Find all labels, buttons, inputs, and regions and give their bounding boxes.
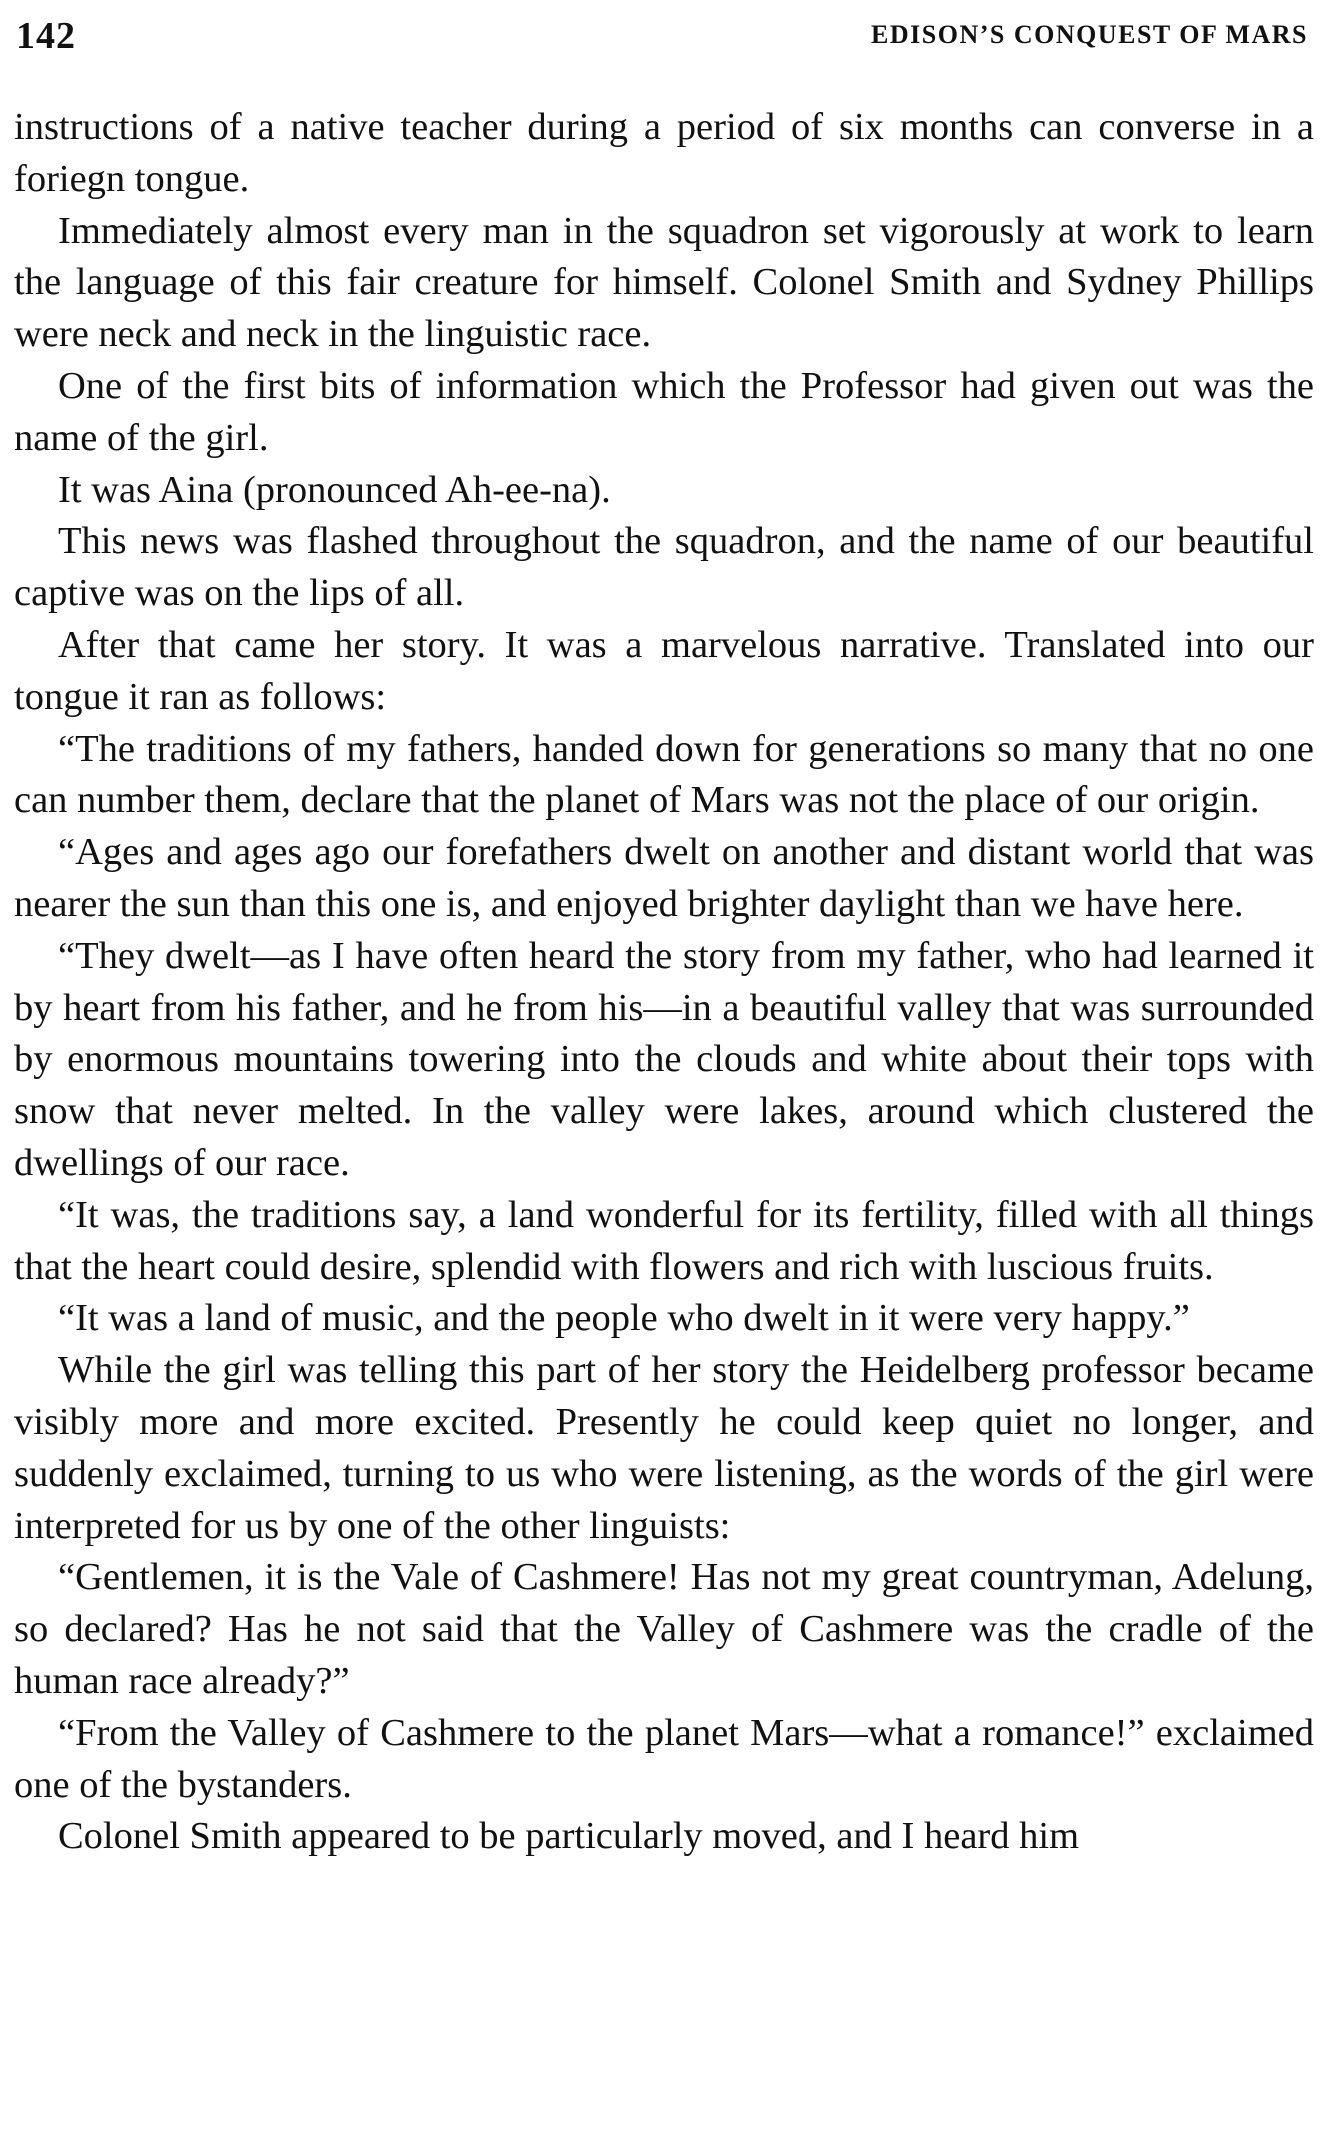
paragraph: Colonel Smith appeared to be particularly moved, and I heard him <box>58 1815 1080 1858</box>
running-head <box>14 10 1314 76</box>
paragraph: “It was a land of music, and the people who dwelt in it were very happy.” <box>58 1297 1190 1340</box>
paragraph: “Ages and ages ago our forefathers dwelt on another and distant world that was nearer the sun than this one is, and enjoyed brighter daylight than we have here. <box>14 831 1314 925</box>
paragraph: After that came her story. It was a marvelous narrative. Translated into our tongue it ran as follows: <box>14 623 1314 718</box>
book-page <box>14 10 1314 2125</box>
paragraph: “They dwelt—as I have often heard the story from my father, who had learned it by heart from his father, and he from his—in a beautiful valley that was surrounded by enormous mountains towering into the clouds and white about their tops with snow that never melted. In the valley were lakes, around which clustered the dwellings of our race. <box>14 934 1314 1184</box>
paragraph: Immediately almost every man in the squadron set vigorously at work to learn the language of this fair creature for himself. Colonel Smith and Sydney Phillips were neck and neck in the linguistic race. <box>14 209 1314 356</box>
paragraph: “The traditions of my fathers, handed down for generations so many that no one can number them, declare that the planet of Mars was not the place of our origin. <box>14 727 1314 822</box>
paragraph: “It was, the traditions say, a land wonderful for its fertility, filled with all things that the heart could desire, splendid with flowers and rich with luscious fruits. <box>14 1193 1314 1288</box>
paragraph: “Gentlemen, it is the Vale of Cashmere! Has not my great countryman, Adelung, so declared? Has he not said that the Valley of Cashmere was the cradle of the human race already?” <box>14 1556 1314 1702</box>
paragraph: It was Aina (pronounced Ah-ee-na). <box>58 468 611 511</box>
paragraph: This news was flashed throughout the squadron, and the name of our beautiful captive was on the lips of all. <box>14 520 1314 615</box>
paragraph: instructions of a native teacher during a period of six months can converse in a foriegn tongue. <box>14 106 1314 200</box>
running-title: EDISON’S CONQUEST OF MARS <box>871 20 1308 49</box>
page-number: 142 <box>16 15 76 57</box>
paragraph: One of the first bits of information which the Professor had given out was the name of the girl. <box>14 364 1314 459</box>
paragraph: While the girl was telling this part of her story the Heidelberg professor became visibly more and more excited. Presently he could keep quiet no longer, and suddenly exclaimed, turning to us who were listening, as the words of the girl were interpreted for us by one of the other linguists: <box>14 1349 1314 1547</box>
paragraph: “From the Valley of Cashmere to the planet Mars—what a romance!” exclaimed one of the bystanders. <box>14 1711 1314 1806</box>
body-text <box>14 102 1314 1863</box>
